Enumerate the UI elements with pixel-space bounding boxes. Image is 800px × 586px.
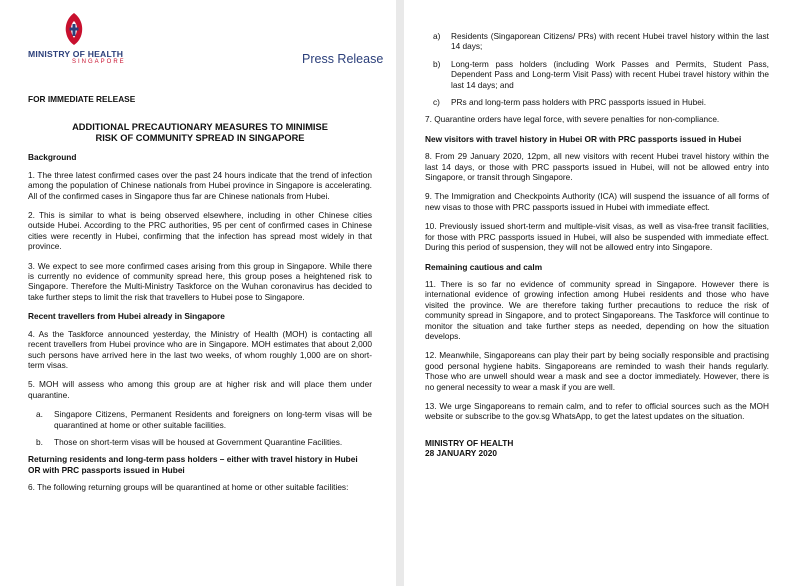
paragraph-13: 13. We urge Singaporeans to remain calm, and to refer to official sources such as the MOH website or subscribe to the gov.sg WhatsApp, to get the latest updates on the situation. bbox=[425, 400, 769, 422]
list-text: Those on short-term visas will be housed at Government Quarantine Facilities. bbox=[54, 436, 343, 447]
left-column bbox=[28, 94, 372, 502]
list-item-a bbox=[433, 31, 769, 52]
title-line-2: RISK OF COMMUNITY SPREAD IN SINGAPORE bbox=[95, 133, 305, 144]
list-label: a) bbox=[433, 31, 441, 41]
list-label: b) bbox=[433, 58, 441, 69]
list-text: Residents (Singaporean Citizens/ PRs) with recent Hubei travel history within the last 14 days; bbox=[451, 31, 769, 52]
paragraph-8: 8. From 29 January 2020, 12pm, all new visitors with recent Hubei travel history within the last 14 days, or those with PRC passports issued in Hubei, will not be allowed entry into Singapore, or transit through Singapore. bbox=[425, 151, 769, 183]
paragraph-6: 6. The following returning groups will be quarantined at home or other suitable facilities: bbox=[28, 482, 349, 493]
remaining-calm-heading: Remaining cautious and calm bbox=[425, 261, 543, 272]
paragraph-1: 1. The three latest confirmed cases over the past 24 hours indicate that the trend of infection among the population of Chinese nationals from Hubei province in Singapore is accelerating. All of the confirmed cases in Singapore thus far are Chinese nationals from Hubei. bbox=[28, 169, 372, 201]
paragraph-4: 4. As the Taskforce announced yesterday, the Ministry of Health (MOH) is contacting all recent travellers from Hubei province who are in Singapore. MOH estimates that about 2,000 such persons have arrived here in the last two weeks, of whom roughly 1,000 are on short-term visas. bbox=[28, 328, 372, 370]
paragraph-5: 5. MOH will assess who among this group are at higher risk and will place them under quarantine. bbox=[28, 379, 372, 400]
recent-travellers-heading: Recent travellers from Hubei already in Singapore bbox=[28, 311, 225, 322]
signature-ministry: MINISTRY OF HEALTH bbox=[425, 437, 514, 448]
background-heading: Background bbox=[28, 152, 77, 163]
new-visitors-heading: New visitors with travel history in Hubei OR with PRC passports issued in Hubei bbox=[425, 133, 742, 144]
list-label: c) bbox=[433, 97, 440, 108]
moh-logo bbox=[28, 12, 126, 65]
list-item-5b bbox=[36, 437, 372, 447]
paragraph-3: 3. We expect to see more confirmed cases arising from this group in Singapore. While there is currently no evidence of community spread here, this group poses a heightened risk to Singapore. Therefore the Multi-Ministry Taskforce on the Wuhan coronavirus has decided to take further steps to limit the risk that travellers to Hubei pose to Singapore. bbox=[28, 260, 372, 302]
paragraph-12: 12. Meanwhile, Singaporeans can play their part by being socially responsible and practising good personal hygiene habits. Singaporeans are reminded to wash their hands regularly. Those who are unwell should wear a mask and see a doctor immediately. However, there is no general necessity to wear a mask if you are well. bbox=[425, 350, 769, 392]
right-column bbox=[425, 31, 769, 459]
left-page bbox=[0, 0, 396, 586]
list-text: Singapore Citizens, Permanent Residents and foreigners on long-term visas will be quarantined at home or other suitable facilities. bbox=[54, 409, 372, 430]
press-release-label: Press Release bbox=[302, 52, 384, 66]
title-line-1: ADDITIONAL PRECAUTIONARY MEASURES TO MINIMISE bbox=[72, 122, 328, 133]
list-text: PRs and long-term pass holders with PRC passports issued in Hubei. bbox=[451, 97, 707, 108]
page-gutter bbox=[396, 0, 404, 586]
paragraph-9: 9. The Immigration and Checkpoints Authority (ICA) will suspend the issuance of all forms of new visas to those with PRC passports issued in Hubei with immediate effect. bbox=[425, 191, 769, 212]
list-item-c bbox=[433, 97, 769, 107]
list-item-b bbox=[433, 59, 769, 90]
page-title bbox=[28, 122, 372, 144]
paragraph-2: 2. This is similar to what is being observed elsewhere, including in other Chinese cities outside Hubei. According to the PRC authorities, 95 per cent of confirmed cases in Chinese cities were recently in Hubei, confirming that the infection has spread most widely in that province. bbox=[28, 210, 372, 252]
paragraph-10: 10. Previously issued short-term and multiple-visit visas, as well as visa-free transit facilities, for those with PRC passports issued in Hubei, will also be suspended with immediate effect. During this period of suspension, they will not be allowed entry into Singapore. bbox=[425, 221, 769, 253]
release-note: FOR IMMEDIATE RELEASE bbox=[28, 94, 136, 104]
list-label: a. bbox=[36, 409, 43, 420]
signature-block bbox=[425, 438, 769, 459]
crest-icon bbox=[62, 12, 86, 46]
list-text: Long-term pass holders (including Work Passes and Permits, Student Pass, Dependent Pass and Long-term Visit Pass) with recent Hubei travel history within the last 14 days; and bbox=[451, 58, 769, 90]
list-item-5a bbox=[36, 409, 372, 430]
paragraph-11: 11. There is so far no evidence of community spread in Singapore. However there is international evidence of growing infection among Hubei residents and those who have visited the province. We are therefore taking further precautions to reduce the risk of community spread in Singapore, and to protect Singaporeans. The Taskforce will continue to monitor the situation and take further steps as needed, depending on how the situation develops. bbox=[425, 278, 769, 341]
list-label: b. bbox=[36, 436, 43, 447]
returning-residents-heading: Returning residents and long-term pass holders – either with travel history in Hubei OR with PRC passports issued in Hubei bbox=[28, 454, 358, 475]
ministry-country: SINGAPORE bbox=[72, 59, 126, 65]
signature-date: 28 JANUARY 2020 bbox=[425, 448, 497, 459]
right-page bbox=[404, 0, 800, 586]
ministry-name: MINISTRY OF HEALTH bbox=[28, 49, 124, 59]
paragraph-7: 7. Quarantine orders have legal force, with severe penalties for non-compliance. bbox=[425, 114, 720, 125]
